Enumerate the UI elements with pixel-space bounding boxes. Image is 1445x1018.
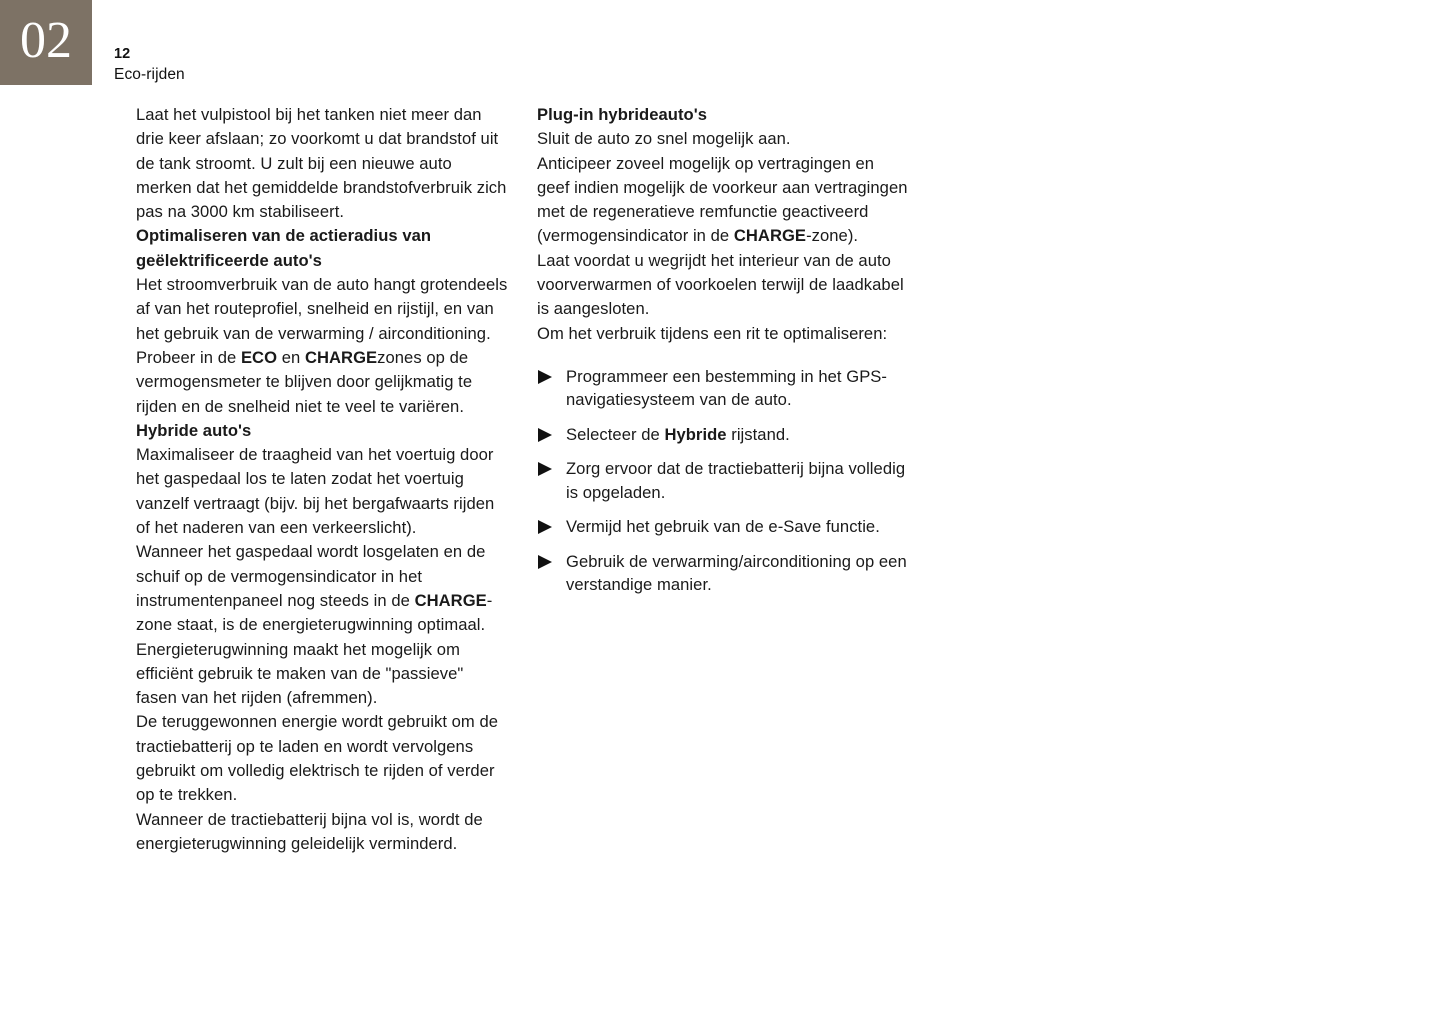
bullet-text: Programmeer een bestemming in het GPS-navigatiesysteem van de auto. [566,366,888,410]
paragraph-p-vulpistool: Laat het vulpistool bij het tanken niet meer dan drie keer afslaan; zo voorkomt u dat brandstof uit de tank stroomt. U zult bij een nieuwe auto merken dat het gemiddelde brandstofverbruik zich pas na 3000 km stabiliseert. [136,105,507,222]
optimisation-bullet-list [537,365,911,597]
paragraph-h-plug-in: Plug-in hybrideauto's [537,105,708,124]
text-run-4: zones op de vermogensmeter te blijven door gelijkmatig te rijden en de snelheid niet te veel te variëren. [136,347,473,416]
text-run-1-bold: CHARGE [414,590,487,610]
bullet-text: Vermijd het gebruik van de e-Save functie. [566,517,880,537]
section-title: Eco-rijden [114,66,185,83]
chapter-tab [0,0,92,85]
paragraph-h-actieradius: Optimaliseren van de actieradius van geëlektrificeerde auto's [136,226,432,270]
paragraph-p-stroomverbruik: Het stroomverbruik van de auto hangt grotendeels af van het routeprofiel, snelheid en rijstijl, en van het gebruik van de verwarming / airconditioning. [136,275,508,343]
text-run-1-bold: ECO [240,347,278,367]
paragraph-p-gaspedaal-losgelaten [136,540,508,637]
paragraph-p-sluit-aan: Sluit de auto zo snel mogelijk aan. [537,129,791,149]
bullet-item-b-tractiebatterij-opgeladen [537,457,911,504]
bullet-text: Gebruik de verwarming/airconditioning op een verstandige manier. [566,551,907,595]
paragraph-p-teruggewonnen-energie: De teruggewonnen energie wordt gebruikt om de tractiebatterij op te laden en wordt vervolgens gebruikt om volledig elektrisch te rijden of verder op te trekken. [136,712,499,805]
text-run-0: Anticipeer zoveel mogelijk op vertragingen en geef indien mogelijk de voorkeur aan vertragingen met de regeneratieve remfunctie geactiveerd (vermogensindicator in de [537,153,908,246]
triangle-right-icon [538,370,552,384]
bullet-item-b-gps [537,365,911,412]
text-run-1-bold: CHARGE [733,226,807,246]
bullet-text [566,425,790,444]
text-run-2: -zone staat, is de energieterugwinning optimaal. [136,590,493,635]
right-column-paragraphs [537,103,911,346]
triangle-right-icon [538,555,552,569]
paragraph-p-probeer-eco-charge [136,346,508,419]
triangle-right-icon [538,520,552,534]
triangle-right-icon [538,428,552,442]
paragraph-p-maximaliseer: Maximaliseer de traagheid van het voertuig door het gaspedaal los te laten zodat het voertuig vanzelf vertraagt (bijv. bij het bergafwaarts rijden of het naderen van een verkeerslicht). [136,445,495,538]
page-header [114,45,514,85]
paragraph-p-om-het-verbruik: Om het verbruik tijdens een rit te optimaliseren: [537,323,888,343]
page-number: 12 [114,46,131,62]
bullet-item-b-hybride-rijstand [537,423,911,447]
bullet-item-b-verwarming-airco [537,550,911,597]
paragraph-p-anticipeer [537,152,911,249]
paragraph-p-tractiebatterij-vol: Wanneer de tractiebatterij bijna vol is, wordt de energieterugwinning geleidelijk verminderd. [136,809,483,853]
text-run-2: -zone). [806,226,859,246]
paragraph-p-energieterugwinning: Energieterugwinning maakt het mogelijk om efficiënt gebruik te maken van de "passieve" fasen van het rijden (afremmen). [136,639,464,708]
text-run-2: rijstand. [726,424,790,444]
text-run-1-bold: Hybride [664,424,727,444]
bullet-item-b-e-save [537,515,911,539]
text-run-0: Wanneer het gaspedaal wordt losgelaten en de schuif op de vermogensindicator in het instrumentenpaneel nog steeds in de [136,542,486,610]
text-run-2: en [277,347,305,367]
text-run-3-bold: CHARGE [304,347,378,367]
triangle-right-icon [538,462,552,476]
text-run-0: Selecteer de [566,424,665,444]
left-column [136,103,508,856]
bullet-text: Zorg ervoor dat de tractiebatterij bijna volledig is opgeladen. [566,459,906,502]
paragraph-h-hybride-autos: Hybride auto's [136,420,252,440]
right-column [537,103,911,597]
text-run-0: Probeer in de [136,347,241,367]
chapter-number: 02 [20,11,72,69]
paragraph-p-voorverwarmen: Laat voordat u wegrijdt het interieur van de auto voorverwarmen of voorkoelen terwijl de laadkabel is aangesloten. [537,250,904,319]
